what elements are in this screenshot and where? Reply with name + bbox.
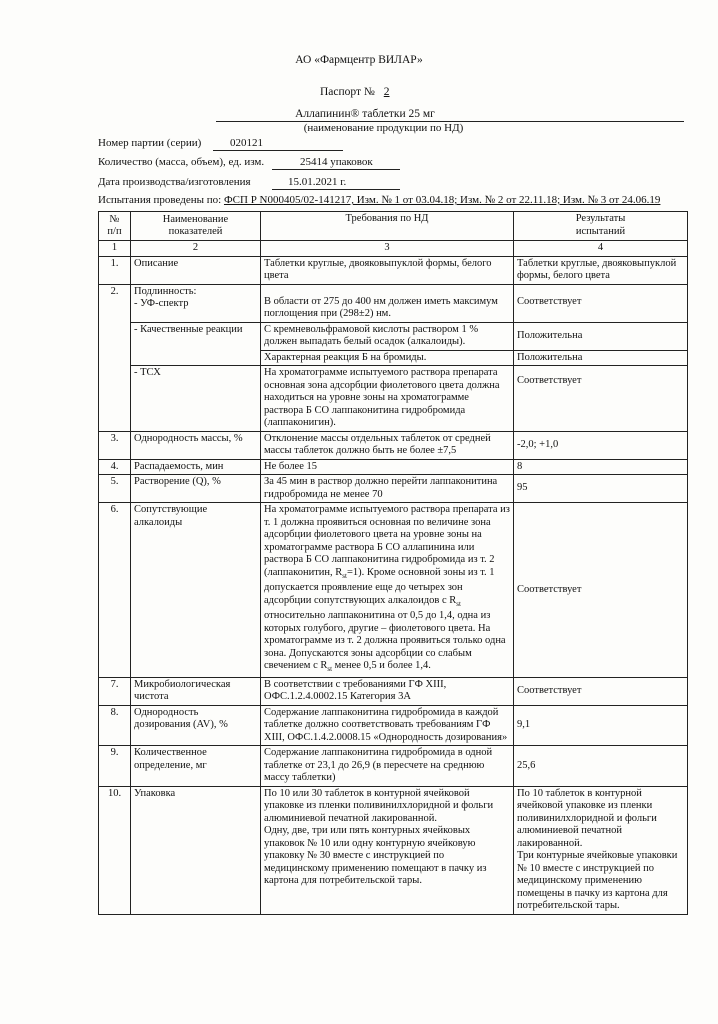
row-result: По 10 таблеток в контурной ячейковой упаковке из пленки поливинилхлоридной и фольги алюминиевой печатной лакированной. Три контурные ячейковые упаковки № 10 вместе с инструкцией по медицинскому применению помещены в пачку из картона для потребительской тары.	[514, 786, 688, 914]
batch-value: 020121	[230, 137, 263, 149]
row-name: Растворение (Q), %	[131, 475, 261, 503]
quantity-label: Количество (масса, объем), ед. изм.	[98, 156, 265, 168]
table-row	[99, 677, 688, 705]
column-number-row	[99, 241, 688, 257]
results-table	[98, 211, 688, 915]
row-name: Количественное определение, мг	[131, 746, 261, 787]
row-num: 9.	[99, 746, 131, 787]
table-header-row	[99, 212, 688, 241]
quantity-value: 25414 упаковок	[300, 156, 373, 168]
row-requirement: В соответствии с требованиями ГФ XIII, ОФС.1.2.4.0002.15 Категория 3А	[261, 677, 514, 705]
passport-number: 2	[383, 86, 390, 98]
header-requirements: Требования по НД	[261, 212, 514, 241]
table-row	[99, 705, 688, 746]
row-name: Однородность массы, %	[131, 431, 261, 459]
row-num: 3.	[99, 431, 131, 459]
colnum-2: 2	[131, 241, 261, 257]
row-result: Соответствует	[514, 366, 688, 432]
row-result: 95	[514, 475, 688, 503]
product-caption: (наименование продукции по НД)	[303, 122, 464, 134]
row-name: - Качественные реакции	[131, 322, 261, 366]
row-requirement: Отклонение массы отдельных таблеток от средней массы таблеток должно быть не более ±7,5	[261, 431, 514, 459]
row-name: - ТСХ	[131, 366, 261, 432]
table-row	[99, 322, 688, 350]
row-num: 10.	[99, 786, 131, 914]
row-name: Распадаемость, мин	[131, 459, 261, 475]
company-name: АО «Фармцентр ВИЛАР»	[295, 54, 423, 66]
row-requirement: Характерная реакция Б на бромиды.	[261, 350, 514, 366]
colnum-3: 3	[261, 241, 514, 257]
header-num: № п/п	[99, 212, 131, 241]
row-requirement: Содержание лаппаконитина гидробромида в одной таблетке от 23,1 до 26,9 (в пересчете на среднюю массу таблетки)	[261, 746, 514, 787]
row-result: -2,0; +1,0	[514, 431, 688, 459]
row-name: Микробиологическая чистота	[131, 677, 261, 705]
table-row	[99, 503, 688, 678]
colnum-1: 1	[99, 241, 131, 257]
header-name: Наименование показателей	[131, 212, 261, 241]
table-row	[99, 459, 688, 475]
row-result: Соответствует	[514, 284, 688, 322]
product-name: Аллапинин® таблетки 25 мг	[295, 108, 435, 120]
row-name: Описание	[131, 256, 261, 284]
row-name: Упаковка	[131, 786, 261, 914]
table-row	[99, 431, 688, 459]
row-result: Таблетки круглые, двояковыпуклой формы, белого цвета	[514, 256, 688, 284]
row-requirement: Содержание лаппаконитина гидробромида в каждой таблетке должно соответствовать требованиям ГФ XIII, ОФС.1.4.2.0008.15 «Однородность дозирования»	[261, 705, 514, 746]
table-row	[99, 256, 688, 284]
row-result: Положительна	[514, 350, 688, 366]
row-requirement: На хроматограмме испытуемого раствора препарата основная зона адсорбции фиолетового цвета должна находиться на уровне зоны на хроматограмме раствора Б СО лаппаконитина гидробромида (лаппаконигин).	[261, 366, 514, 432]
row-requirement: На хроматограмме испытуемого раствора препарата из т. 1 должна проявиться основная по величине зона адсорбции фиолетового цвета на уровне зоны на хроматограмме раствора Б СО аллапинина или раствора Б СО лаппаконитина гидробромида из т. 2 (лаппаконитин, $R_{st}=1$). Кроме основной зоны из т. 1 допускается проявление еще до четырех зон адсорбции сопутствующих алкалоидов с $R_{st}$ относительно лаппаконитина от 0,5 до 1,4, одна из которых голубого, другие – фиолетового цвета. На хроматограмме из т. 2 должна проявиться только одна зона. Допускаются зоны адсорбции со слабым свечением с $R_{st}$ менее 0,5 и более 1,4.	[261, 503, 514, 678]
production-date-label: Дата производства/изготовления	[98, 176, 251, 188]
row-result: Соответствует	[514, 677, 688, 705]
row-num: 8.	[99, 705, 131, 746]
row-requirement: В области от 275 до 400 нм должен иметь максимум поглощения при (298±2) нм.	[261, 284, 514, 322]
table-row	[99, 284, 688, 322]
row-num: 6.	[99, 503, 131, 678]
header-results: Результаты испытаний	[514, 212, 688, 241]
table-row	[99, 746, 688, 787]
row-num: 2.	[99, 284, 131, 431]
row-name: Сопутствующие алкалоиды	[131, 503, 261, 678]
row-num: 5.	[99, 475, 131, 503]
row-num: 4.	[99, 459, 131, 475]
tests-line: Испытания проведены по: ФСП Р N000405/02-141217, Изм. № 1 от 03.04.18; Изм. № 2 от 22.11.18; Изм. № 3 от 24.06.19	[98, 194, 661, 206]
row-name: Подлинность: - УФ-спектр	[131, 284, 261, 322]
row-result: Соответствует	[514, 503, 688, 678]
row-requirement: Не более 15	[261, 459, 514, 475]
row-result: 9,1	[514, 705, 688, 746]
batch-label: Номер партии (серии)	[98, 137, 202, 149]
table-row	[99, 366, 688, 432]
row-requirement: Таблетки круглые, двояковыпуклой формы, белого цвета	[261, 256, 514, 284]
colnum-4: 4	[514, 241, 688, 257]
table-row	[99, 786, 688, 914]
row-requirement: С кремневольфрамовой кислоты раствором 1 % должен выпадать белый осадок (алкалоиды).	[261, 322, 514, 350]
tests-standard: ФСП Р N000405/02-141217, Изм. № 1 от 03.04.18; Изм. № 2 от 22.11.18; Изм. № 3 от 24.06.19	[223, 194, 661, 206]
row-num: 1.	[99, 256, 131, 284]
row-result: Положительна	[514, 322, 688, 350]
row-requirement: За 45 мин в раствор должно перейти лаппаконитина гидробромида не менее 70	[261, 475, 514, 503]
passport-title: Паспорт № 2	[320, 86, 396, 99]
row-name: Однородность дозирования (AV), %	[131, 705, 261, 746]
row-num: 7.	[99, 677, 131, 705]
row-result: 25,6	[514, 746, 688, 787]
production-date-value: 15.01.2021 г.	[288, 176, 347, 188]
row-requirement: По 10 или 30 таблеток в контурной ячейковой упаковке из пленки поливинилхлоридной и фольги алюминиевой печатной лакированной. Одну, две, три или пять контурных ячейковых упаковок № 10 или одну контурную ячейковую упаковку № 30 вместе с инструкцией по медицинскому применению помещают в пачку из картона для потребительской тары.	[261, 786, 514, 914]
table-row	[99, 475, 688, 503]
row-result: 8	[514, 459, 688, 475]
